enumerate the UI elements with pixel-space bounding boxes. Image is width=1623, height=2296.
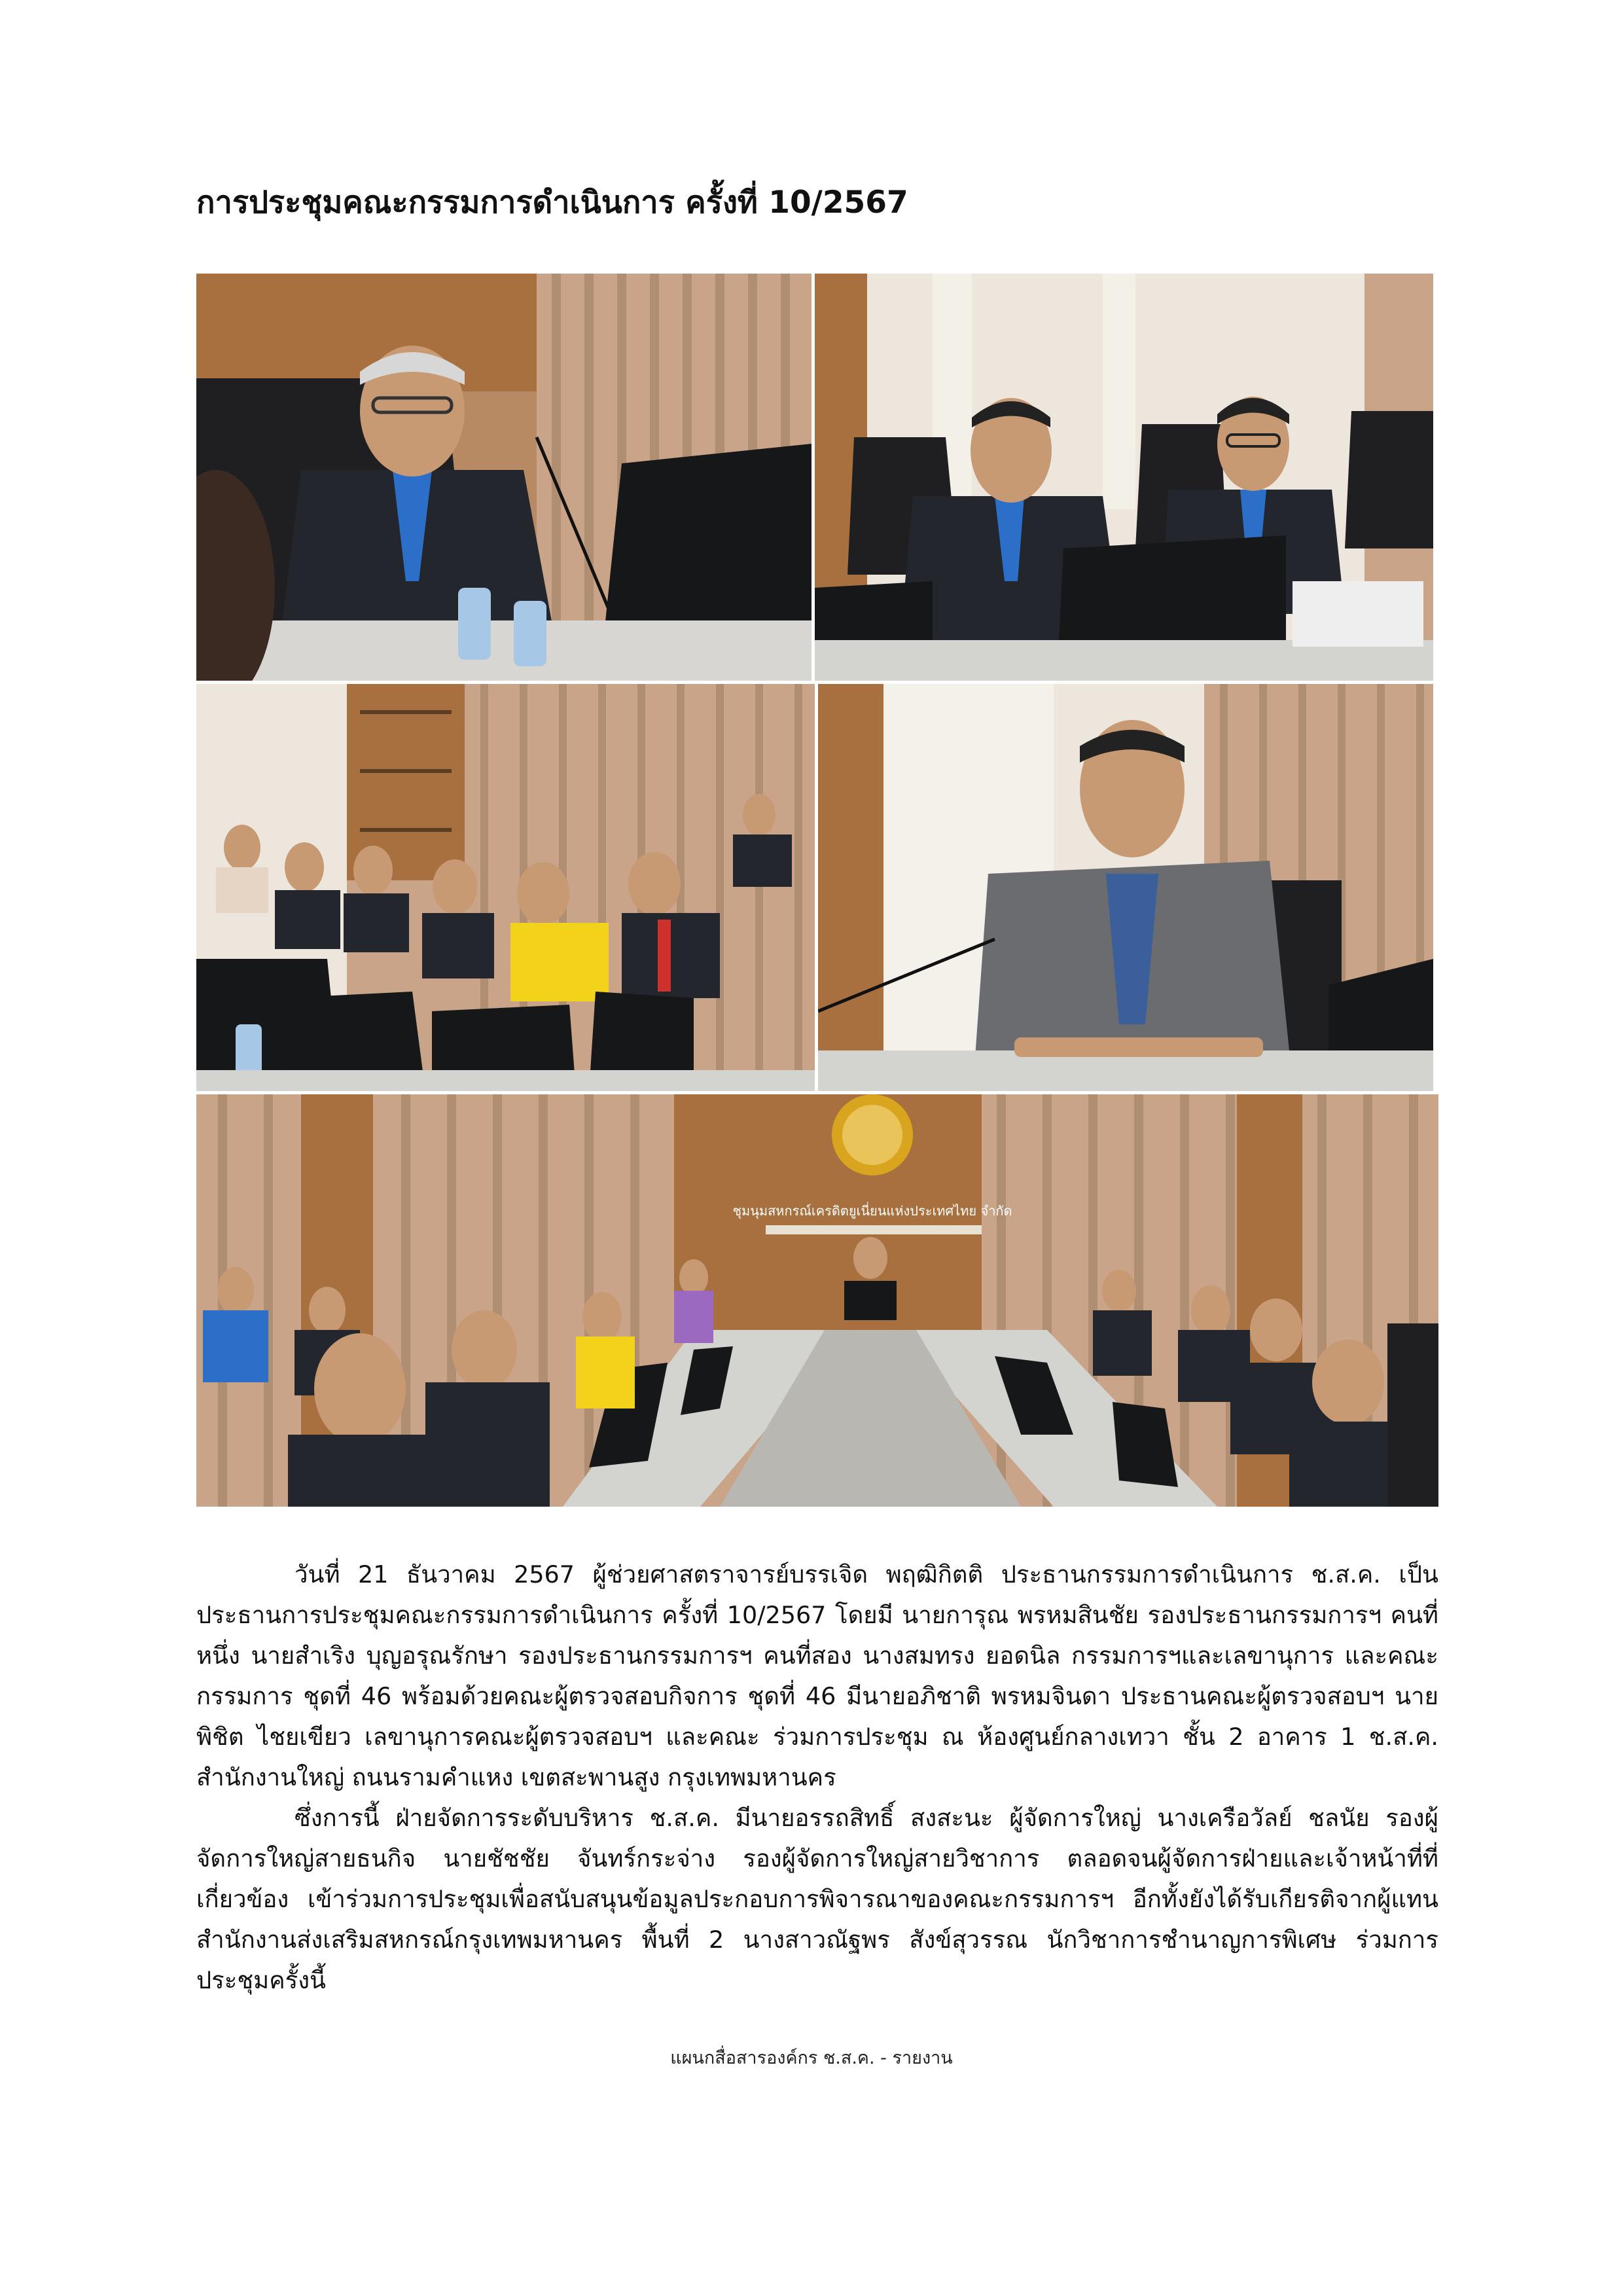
article-paragraph-2: ซึ่งการนี้ ฝ่ายจัดการระดับบริหาร ช.ส.ค. มีนายอรรถสิทธิ์ สงสะนะ ผู้จัดการใหญ่ นางเครือวัลย์ ชลนัย รองผู้จัดการใหญ่สายธนกิจ นายชัชชัย จันทร์กระจ่าง รองผู้จัดการใหญ่สายวิชาการ ตลอดจนผู้จัดการฝ่ายและเจ้าหน้าที่ที่เกี่ยวข้อง เข้าร่วมการประชุมเพื่อสนับสนุนข้อมูลประกอบการพิจารณาของคณะกรรมการฯ อีกทั้งยังได้รับเกียรติจากผู้แทนสำนักงานส่งเสริมสหกรณ์กรุงเทพมหานคร พื้นที่ 2 นางสาวณัฐพร สังข์สุวรรณ นักวิชาการชำนาญการพิเศษ ร่วมการประชุมครั้งนี้ [196, 1804, 1438, 1994]
room-sign [732, 1202, 1012, 1234]
photo-inspector-seated [818, 684, 1433, 1091]
photo-meeting-room-wide [196, 1094, 1438, 1507]
photo-two-vice-chairmen [815, 274, 1433, 681]
photo-committee-row [196, 684, 815, 1091]
article-paragraph-1: วันที่ 21 ธันวาคม 2567 ผู้ช่วยศาสตราจารย์บรรเจิด พฤฒิกิตติ ประธานกรรมการดำเนินการ ช.ส.ค. เป็นประธานการประชุมคณะกรรมการดำเนินการ ครั้งที่ 10/2567 โดยมี นายการุณ พรหมสินชัย รองประธานกรรมการฯ คนที่หนึ่ง นายสำเริง บุญอรุณรักษา รองประธานกรรมการฯ คนที่สอง นางสมทรง ยอดนิล กรรมการฯและเลขานุการ และคณะกรรมการ ชุดที่ 46 พร้อมด้วยคณะผู้ตรวจสอบกิจการ ชุดที่ 46 มีนายอภิชาติ พรหมจินดา ประธานคณะผู้ตรวจสอบฯ นายพิชิต ไชยเขียว เลขานุการคณะผู้ตรวจสอบฯ และคณะ ร่วมการประชุม ณ ห้องศูนย์กลางเทวา ชั้น 2 อาคาร 1 ช.ส.ค. สำนักงานใหญ่ ถนนรามคำแหง เขตสะพานสูง กรุงเทพมหานคร [196, 1560, 1438, 1791]
room-sign-text: ชุมนุมสหกรณ์เครดิตยูเนี่ยนแห่งประเทศไทย จำกัด [732, 1203, 1012, 1219]
article-body [196, 1554, 1438, 2001]
page-title: การประชุมคณะกรรมการดำเนินการ ครั้งที่ 10/2567 [196, 185, 908, 221]
photo-chairman-speaking [196, 274, 812, 681]
report-credit: แผนกสื่อสารองค์กร ช.ส.ค. - รายงาน [670, 2048, 953, 2068]
